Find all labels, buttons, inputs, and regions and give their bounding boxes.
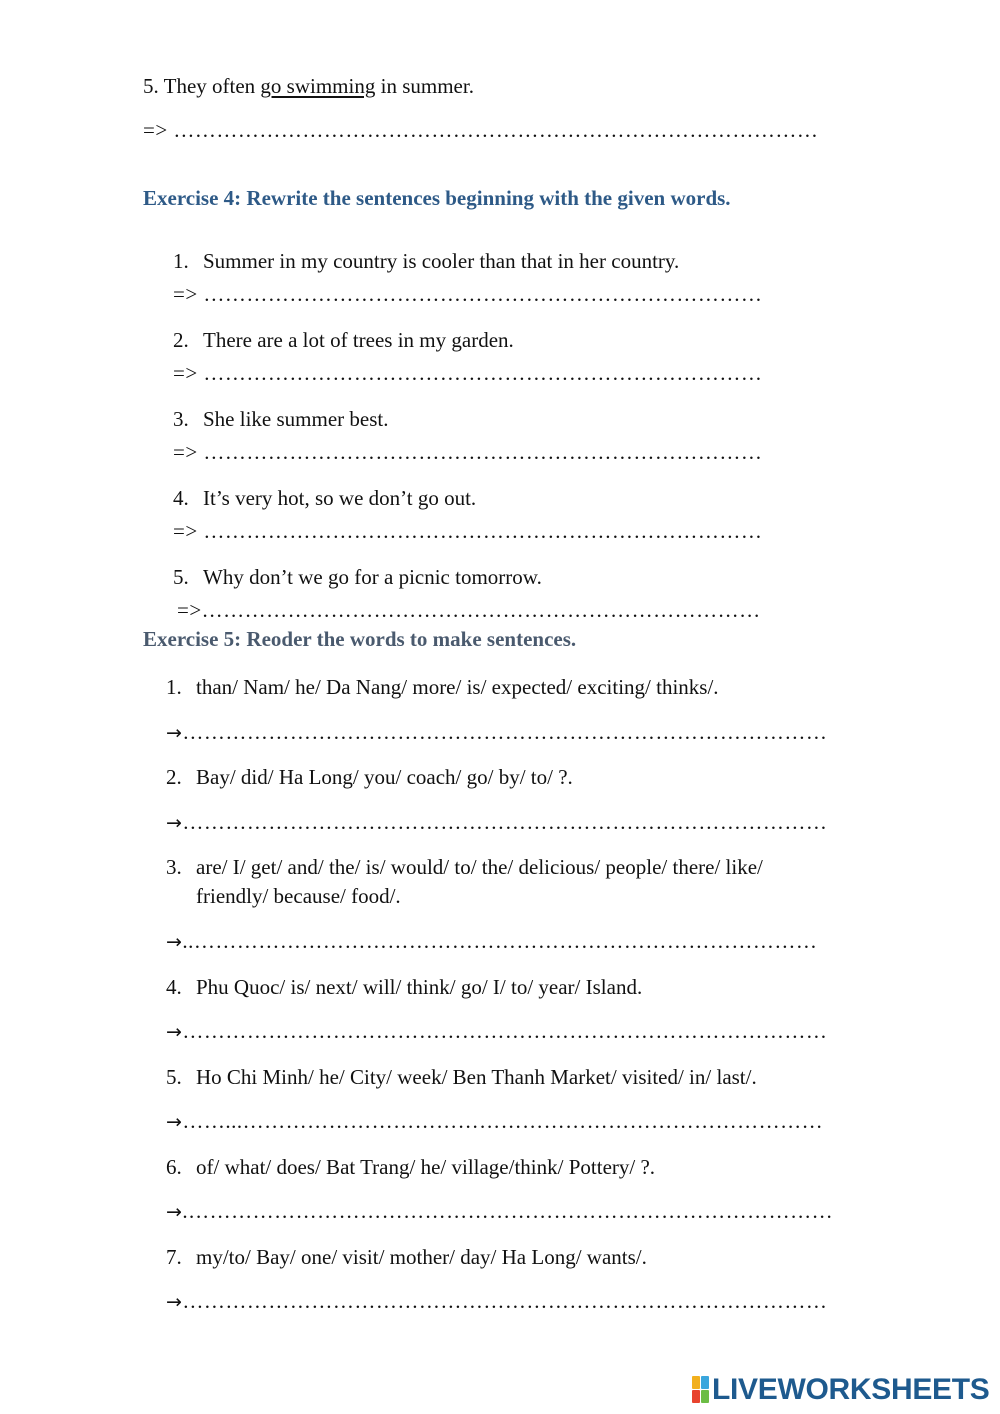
ex3-item-5-answer[interactable]: => ……………………………………………………………………………… [143,118,819,142]
ex5-item-4-answer-row[interactable] [166,1018,827,1045]
ex5-item-1-num: 1. [166,675,182,699]
liveworksheets-logo-text: LIVEWORKSHEETS [712,1373,990,1406]
ex5-item-4-text: Phu Quoc/ is/ next/ will/ think/ go/ I/ to/ year/ Island. [196,975,643,999]
arrow-right-icon: → [166,1291,183,1313]
ex5-item-1-text: than/ Nam/ he/ Da Nang/ more/ is/ expected/ exciting/ thinks/. [196,675,719,699]
ex5-item-3-num: 3. [166,855,182,879]
ex5-item-7-num: 7. [166,1245,182,1269]
ex4-item-4 [173,485,476,511]
ex4-item-4-answer[interactable]: => …………………………………………………………………… [173,519,763,543]
ex4-item-2-text: There are a lot of trees in my garden. [203,328,514,352]
ex5-item-5-answer-row[interactable] [166,1108,823,1135]
ex5-item-2-answer[interactable]: ……………………………………………………………………………… [182,810,828,834]
ex4-item-3-num: 3. [173,407,189,431]
ex5-item-5-answer[interactable]: ……...……………………………………………………………………… [182,1109,824,1133]
ex4-item-3 [173,406,388,432]
ex5-item-1 [166,674,719,700]
ex5-item-4-answer[interactable]: ……………………………………………………………………………… [182,1019,828,1043]
ex3-item-5-prefix: 5. They often [143,74,261,98]
arrow-right-icon: → [166,722,183,744]
ex5-item-2-text: Bay/ did/ Ha Long/ you/ coach/ go/ by/ to/ ?. [196,765,573,789]
ex5-item-3-text: are/ I/ get/ and/ the/ is/ would/ to/ the/ delicious/ people/ there/ like/ [196,855,763,879]
arrow-right-icon: → [166,1111,183,1133]
ex5-item-7-answer-row[interactable] [166,1288,827,1315]
ex5-item-7-text: my/to/ Bay/ one/ visit/ mother/ day/ Ha Long/ wants/. [196,1245,647,1269]
ex5-item-1-answer[interactable]: ……………………………………………………………………………… [182,720,828,744]
ex3-item-5-underlined: go swimming [260,74,376,98]
ex4-item-2 [173,327,514,353]
ex5-item-5 [166,1064,757,1090]
ex4-item-3-text: She like summer best. [203,407,389,431]
ex3-item-5 [143,73,474,99]
liveworksheets-logo [692,1374,990,1406]
arrow-right-icon: → [166,1021,183,1043]
ex5-item-7 [166,1244,647,1270]
ex5-item-2-num: 2. [166,765,182,789]
ex4-item-4-num: 4. [173,486,189,510]
ex5-item-7-answer[interactable]: ……………………………………………………………………………… [182,1289,828,1313]
ex4-item-5 [173,564,542,590]
liveworksheets-logo-icon [692,1376,710,1404]
ex4-item-4-text: It’s very hot, so we don’t go out. [203,486,477,510]
ex5-item-1-answer-row[interactable] [166,719,827,746]
ex5-item-3-text-cont: friendly/ because/ food/. [196,884,401,908]
ex4-item-5-answer[interactable]: =>…………………………………………………………………… [177,598,761,622]
ex5-item-3-answer[interactable]: ..…………………………………………………………………………… [182,929,818,953]
ex5-item-3 [166,854,763,880]
ex5-item-6-answer[interactable]: .……………………………………………………………………………… [182,1199,834,1223]
ex4-item-2-answer[interactable]: => …………………………………………………………………… [173,361,763,385]
ex5-item-6 [166,1154,655,1180]
ex4-item-3-answer[interactable]: => …………………………………………………………………… [173,440,763,464]
ex5-item-5-num: 5. [166,1065,182,1089]
arrow-right-icon: → [166,931,183,953]
ex5-item-6-answer-row[interactable] [166,1198,833,1225]
ex5-item-3-answer-row[interactable] [166,928,817,955]
ex5-item-4-num: 4. [166,975,182,999]
ex4-item-5-text: Why don’t we go for a picnic tomorrow. [203,565,542,589]
ex4-item-1-num: 1. [173,249,189,273]
ex4-item-5-num: 5. [173,565,189,589]
ex5-item-5-text: Ho Chi Minh/ he/ City/ week/ Ben Thanh Market/ visited/ in/ last/. [196,1065,757,1089]
ex4-item-1 [173,248,679,274]
ex4-title: Exercise 4: Rewrite the sentences beginning with the given words. [143,186,731,210]
ex4-item-1-answer[interactable]: => …………………………………………………………………… [173,282,763,306]
ex5-item-2 [166,764,573,790]
ex4-item-1-text: Summer in my country is cooler than that in her country. [203,249,680,273]
ex3-item-5-suffix: in summer. [375,74,474,98]
ex5-item-4 [166,974,642,1000]
arrow-right-icon: → [166,812,183,834]
ex5-item-6-num: 6. [166,1155,182,1179]
ex4-item-2-num: 2. [173,328,189,352]
arrow-right-icon: → [166,1201,183,1223]
ex5-item-6-text: of/ what/ does/ Bat Trang/ he/ village/think/ Pottery/ ?. [196,1155,656,1179]
ex5-item-2-answer-row[interactable] [166,809,827,836]
ex5-title: Exercise 5: Reoder the words to make sentences. [143,627,577,651]
